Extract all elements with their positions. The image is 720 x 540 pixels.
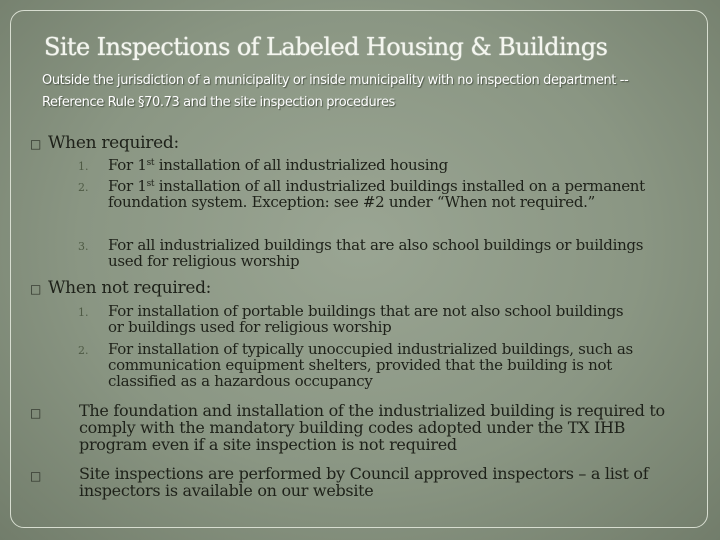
- slide-subtitle: Outside the jurisdiction of a municipality or inside municipality with no inspection department -- Reference Rule §70.73 and the site inspection procedures: [42, 73, 629, 110]
- item-number: 3.: [78, 240, 89, 253]
- paragraph-inspectors: Site inspections are performed by Council approved inspectors – a list of inspectors is available on our website: [79, 464, 649, 500]
- item-number: 2.: [78, 344, 89, 357]
- list-item: For all industrialized buildings that are also school buildings or buildings used for religious worship: [108, 236, 644, 270]
- item-text-prefix: For 1: [108, 156, 147, 174]
- item-text: installation of all industrialized housing: [154, 156, 448, 174]
- checkbox-bullet-icon: □: [30, 282, 42, 296]
- checkbox-bullet-icon: □: [30, 406, 42, 420]
- item-superscript: st: [146, 179, 155, 189]
- section-heading-when-not-required: When not required:: [48, 278, 212, 298]
- list-item: [108, 157, 678, 173]
- item-number: 2.: [78, 181, 89, 194]
- paragraph-foundation: The foundation and installation of the industrialized building is required to comply with the mandatory building codes adopted under the TX IHB program even if a site inspection is not required: [79, 401, 665, 454]
- slide-title: Site Inspections of Labeled Housing & Buildings: [44, 33, 608, 61]
- item-number: 1.: [78, 160, 89, 173]
- list-item: [108, 178, 678, 210]
- item-superscript: st: [146, 158, 155, 168]
- list-item: For installation of typically unoccupied industrialized buildings, such as communication equipment shelters, provided that the building is not classified as a hazardous occupancy: [108, 340, 633, 390]
- item-text: installation of all industrialized buildings installed on a permanent foundation system. Exception: see #2 under “When not required.”: [108, 177, 645, 211]
- section-heading-when-required: When required:: [48, 133, 179, 153]
- checkbox-bullet-icon: □: [30, 469, 42, 483]
- list-item: For installation of portable buildings that are not also school buildings or buildings used for religious worship: [108, 302, 624, 336]
- checkbox-bullet-icon: □: [30, 137, 42, 151]
- item-text-prefix: For 1: [108, 177, 147, 195]
- item-number: 1.: [78, 306, 89, 319]
